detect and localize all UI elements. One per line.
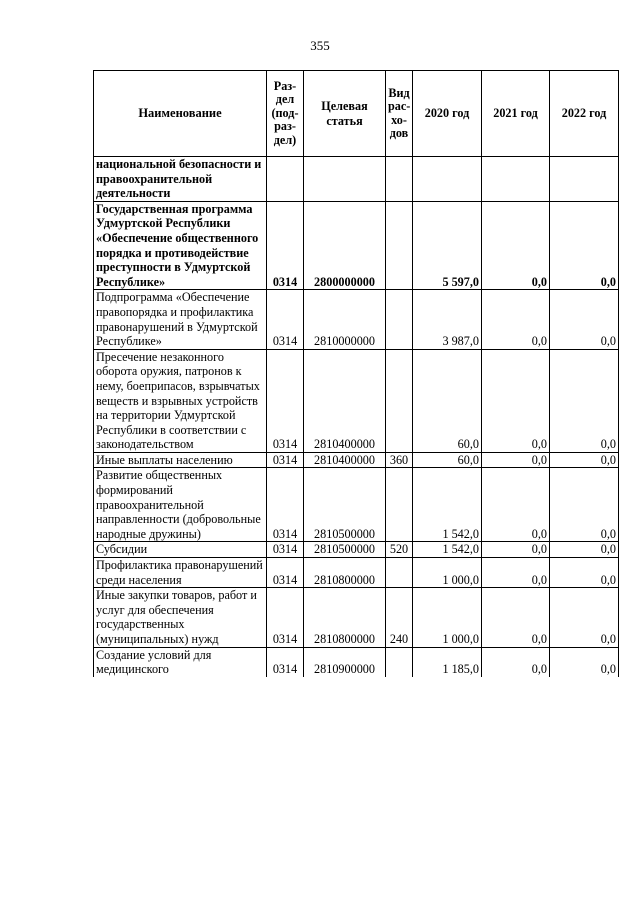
- table-row: [94, 647, 619, 677]
- row-2022: 0,0: [550, 452, 619, 468]
- row-section: 0314: [267, 201, 304, 290]
- row-target: 2810500000: [304, 468, 386, 542]
- row-2022: 0,0: [550, 468, 619, 542]
- row-name: Пресечение незаконного оборота оружия, патронов к нему, боеприпасов, взрывчатых веществ и взрывных устройств на территории Удмуртской Республики в соответствии с законодательством: [94, 349, 267, 452]
- row-2021: 0,0: [482, 647, 550, 677]
- header-target-line: статья: [326, 113, 363, 128]
- header-year-2021: 2021 год: [482, 71, 550, 157]
- table-row: [94, 542, 619, 558]
- row-target: 2810000000: [304, 290, 386, 349]
- row-2021: 0,0: [482, 588, 550, 647]
- row-2021: 0,0: [482, 542, 550, 558]
- row-2022: 0,0: [550, 588, 619, 647]
- row-2020: 1 542,0: [413, 542, 482, 558]
- row-2021: 0,0: [482, 468, 550, 542]
- header-section: [267, 71, 304, 157]
- row-2020: 1 185,0: [413, 647, 482, 677]
- table-row: [94, 201, 619, 290]
- row-target: 2810400000: [304, 452, 386, 468]
- header-section-line: раз-: [274, 119, 296, 134]
- row-2022: 0,0: [550, 201, 619, 290]
- row-section: 0314: [267, 542, 304, 558]
- row-name: Субсидии: [94, 542, 267, 558]
- row-2021: [482, 157, 550, 202]
- table-row: [94, 468, 619, 542]
- header-year-2022: 2022 год: [550, 71, 619, 157]
- row-2022: 0,0: [550, 647, 619, 677]
- row-target: 2810400000: [304, 349, 386, 452]
- row-2020: [413, 157, 482, 202]
- row-target: 2810500000: [304, 542, 386, 558]
- row-expense: [386, 468, 413, 542]
- row-2020: 1 542,0: [413, 468, 482, 542]
- row-2020: 1 000,0: [413, 588, 482, 647]
- row-2020: 60,0: [413, 452, 482, 468]
- row-2021: 0,0: [482, 201, 550, 290]
- row-section: 0314: [267, 349, 304, 452]
- row-expense: 360: [386, 452, 413, 468]
- row-name: Государственная программа Удмуртской Республики «Обеспечение общественного порядка и противодействие преступности в Удмуртской Республике»: [94, 201, 267, 290]
- header-expense: [386, 71, 413, 157]
- row-expense: [386, 558, 413, 588]
- row-2022: 0,0: [550, 542, 619, 558]
- header-section-line: дел: [275, 92, 295, 107]
- row-target: [304, 157, 386, 202]
- row-name: Иные выплаты населению: [94, 452, 267, 468]
- header-expense-line: Вид: [388, 85, 410, 100]
- budget-table: [93, 70, 619, 677]
- row-expense: [386, 157, 413, 202]
- table-row: [94, 349, 619, 452]
- row-target: 2800000000: [304, 201, 386, 290]
- row-target: 2810800000: [304, 588, 386, 647]
- row-2020: 1 000,0: [413, 558, 482, 588]
- row-2020: 5 597,0: [413, 201, 482, 290]
- row-2020: 3 987,0: [413, 290, 482, 349]
- row-target: 2810900000: [304, 647, 386, 677]
- row-section: 0314: [267, 588, 304, 647]
- header-section-line: дел): [273, 132, 297, 147]
- row-name: Создание условий для медицинского: [94, 647, 267, 677]
- table-row: [94, 452, 619, 468]
- header-target-line: Целевая: [321, 98, 368, 113]
- row-name: Профилактика правонарушений среди населения: [94, 558, 267, 588]
- row-2021: 0,0: [482, 290, 550, 349]
- header-section-line: Раз-: [273, 78, 297, 93]
- row-expense: [386, 290, 413, 349]
- table-row: [94, 157, 619, 202]
- row-expense: 240: [386, 588, 413, 647]
- row-2021: 0,0: [482, 349, 550, 452]
- header-year-2020: 2020 год: [413, 71, 482, 157]
- row-2021: 0,0: [482, 558, 550, 588]
- row-expense: [386, 201, 413, 290]
- table-row: [94, 290, 619, 349]
- row-section: 0314: [267, 452, 304, 468]
- row-section: 0314: [267, 647, 304, 677]
- row-target: 2810800000: [304, 558, 386, 588]
- header-expense-line: дов: [389, 126, 409, 140]
- row-name: Иные закупки товаров, работ и услуг для обеспечения государственных (муниципальных) нужд: [94, 588, 267, 647]
- row-expense: [386, 647, 413, 677]
- row-section: 0314: [267, 558, 304, 588]
- header-target: [304, 71, 386, 157]
- row-section: 0314: [267, 290, 304, 349]
- row-2022: 0,0: [550, 349, 619, 452]
- header-name: Наименование: [94, 71, 267, 157]
- row-name: национальной безопасности и правоохранительной деятельности: [94, 157, 267, 202]
- row-2022: 0,0: [550, 290, 619, 349]
- header-section-line: (под-: [271, 105, 299, 120]
- row-section: 0314: [267, 468, 304, 542]
- row-expense: 520: [386, 542, 413, 558]
- row-2022: [550, 157, 619, 202]
- table-row: [94, 588, 619, 647]
- table-header-row: [94, 71, 619, 157]
- row-section: [267, 157, 304, 202]
- row-2021: 0,0: [482, 452, 550, 468]
- row-2020: 60,0: [413, 349, 482, 452]
- header-expense-line: рас-: [388, 99, 411, 113]
- row-name: Развитие общественных формирований правоохранительной направленности (добровольные народные дружины): [94, 468, 267, 542]
- table-row: [94, 558, 619, 588]
- row-name: Подпрограмма «Обеспечение правопорядка и профилактика правонарушений в Удмуртской Республике»: [94, 290, 267, 349]
- header-expense-line: хо-: [391, 112, 407, 127]
- page-number: 355: [310, 38, 330, 53]
- row-expense: [386, 349, 413, 452]
- row-2022: 0,0: [550, 558, 619, 588]
